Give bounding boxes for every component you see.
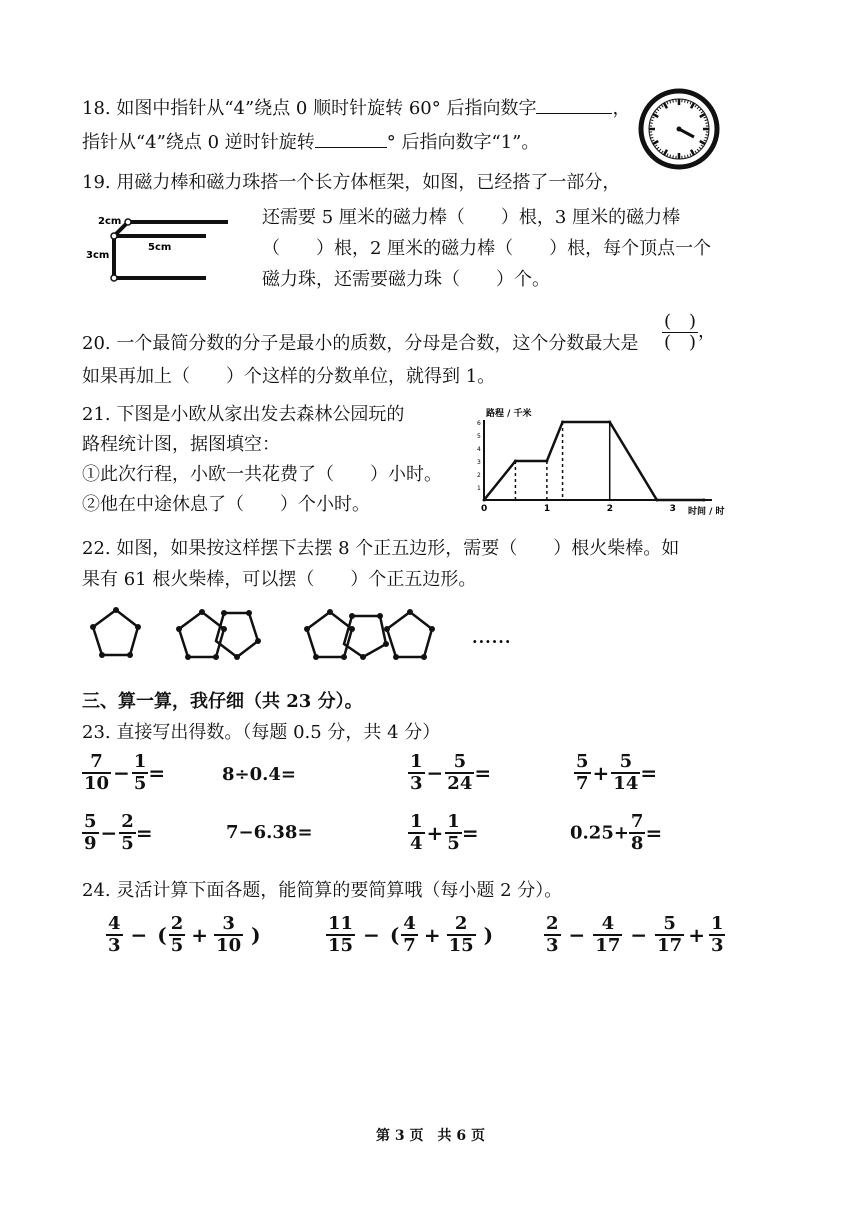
matchstick-joint (327, 609, 333, 615)
den: 10 (84, 773, 110, 794)
chart-x-tick-label: 0 (481, 504, 488, 514)
q21-line-4: ②他在中途休息了（ ）个小时。 (82, 494, 370, 515)
matchstick-joint (246, 610, 252, 616)
q23-problem-4[interactable] (574, 752, 657, 794)
q24-expression-2[interactable] (326, 914, 495, 956)
equals: = (148, 761, 166, 785)
num: 1 (710, 913, 724, 934)
den: 10 (216, 935, 242, 956)
operator: − (130, 923, 148, 947)
clock-tick (650, 123, 653, 124)
q23-title: 23. 直接写出得数。（每题 0.5 分，共 4 分） (82, 722, 441, 743)
equals: = (640, 761, 658, 785)
equals: = (461, 821, 479, 845)
chart-y-tick-label: 2 (477, 472, 481, 479)
chart-x-tick-label: 3 (669, 504, 676, 514)
num: 5 (663, 913, 676, 934)
magnet-frame-diagram (82, 210, 252, 290)
matchstick-joint (176, 626, 182, 632)
matchstick-joint (383, 641, 389, 647)
den: 17 (657, 935, 683, 956)
den: 17 (595, 935, 621, 956)
operator: + (426, 821, 444, 845)
matchstick-joint (377, 613, 383, 619)
clock-tick (685, 155, 686, 158)
q20-frac-den: ( ) (664, 332, 697, 353)
operator: − (100, 821, 118, 845)
den: 7 (403, 935, 416, 956)
paren-left: ( (389, 923, 400, 947)
num: 2 (546, 913, 559, 934)
matchstick-joint (185, 654, 191, 660)
matchstick-joint (234, 654, 240, 660)
num: 7 (630, 811, 644, 832)
den: 5 (133, 773, 147, 794)
matchstick-joint (127, 652, 133, 658)
q21-line-2: 路程统计图，据图填空： (82, 434, 280, 455)
num: 1 (133, 751, 147, 772)
chart-series-line (484, 422, 704, 500)
matchstick-joint (90, 624, 96, 630)
clock-tick (705, 123, 708, 124)
q21-line-1: 21. 下图是小欧从家出发去森林公园玩的 (82, 404, 405, 425)
operator: − (568, 923, 586, 947)
matchstick-joint (384, 626, 390, 632)
q18-line1-text: 18. 如图中指针从“4”绕点 0 顺时针旋转 60° 后指向数字 (82, 98, 537, 119)
continuation-dots: ······ (472, 632, 512, 651)
clock-tick (673, 155, 674, 158)
q22-line2: 果有 61 根火柴棒，可以摆（ ）个正五边形。 (82, 569, 477, 590)
num: 1 (447, 811, 460, 832)
num: 3 (222, 913, 235, 934)
chart-point (608, 421, 611, 424)
chart-point (703, 499, 706, 502)
chart-y-tick-label: 5 (477, 433, 481, 440)
pentagon-3a (307, 612, 352, 657)
label-3cm: 3cm (86, 250, 110, 261)
num: 4 (403, 913, 416, 934)
den: 3 (710, 935, 724, 956)
den: 9 (84, 833, 97, 854)
paren-right: ) (251, 923, 261, 947)
num: 7 (90, 751, 103, 772)
matchstick-joint (221, 610, 227, 616)
chart-y-tick-label: 6 (477, 420, 481, 427)
matchstick-joint (360, 654, 366, 660)
q18-line2-end: ° 后指向数字“1”。 (386, 132, 540, 153)
matchstick-joint (135, 624, 141, 630)
label-2cm: 2cm (98, 216, 122, 227)
chart-y-tick-label: 1 (477, 485, 481, 492)
den: 5 (170, 935, 184, 956)
clock-tick (673, 100, 674, 103)
operator: − (113, 761, 130, 785)
den: 7 (576, 773, 589, 794)
equals: = (474, 761, 492, 785)
section-3-title: 三、算一算，我仔细（共 23 分）。 (82, 691, 363, 712)
q24-title: 24. 灵活计算下面各题，能简算的要简算哦（每小题 2 分）。 (82, 880, 563, 901)
matchstick-joint (421, 654, 427, 660)
q19-line-2: （ ）根，2 厘米的磁力棒（ ）根，每个顶点一个 (262, 238, 712, 259)
chart-xlabel: 时间 / 时 (688, 507, 725, 516)
q23-problem-2[interactable] (222, 764, 296, 785)
matchstick-joint (221, 626, 227, 632)
paren-left: ( (157, 923, 167, 947)
q22-line1: 22. 如图，如果按这样摆下去摆 8 个正五边形，需要（ ）根火柴棒。如 (82, 538, 680, 559)
num: 5 (453, 751, 467, 772)
q24-expression-1[interactable] (106, 914, 263, 956)
q18-line2 (82, 128, 539, 154)
num: 2 (454, 913, 468, 934)
equals: = (645, 821, 663, 845)
matchstick-joint (349, 613, 355, 619)
q24-expression-3[interactable] (544, 914, 725, 956)
matchstick-joint (113, 607, 119, 613)
operator: − (630, 923, 648, 947)
q20-frac-end: ， (698, 321, 717, 342)
chart-point (561, 421, 564, 424)
operator: + (423, 923, 441, 947)
q18-blank-1[interactable] (536, 95, 612, 114)
num: 4 (108, 913, 121, 934)
q23-problem-8[interactable] (570, 812, 662, 854)
chart-y-tick-label: 3 (477, 459, 481, 466)
num: 2 (170, 913, 184, 934)
q23-problem-3[interactable] (408, 752, 491, 794)
den: 3 (108, 935, 121, 956)
q20-line1: 20. 一个最简分数的分子是最小的质数，分母是合数，这个分数最大是 (82, 333, 639, 354)
den: 15 (328, 935, 354, 956)
q18-line1 (82, 94, 630, 120)
pentagon-1 (93, 610, 138, 655)
num: 5 (84, 811, 97, 832)
page-footer: 第 3 页 共 6 页 (376, 1128, 485, 1144)
operator: − (363, 923, 380, 947)
q20-frac-num: ( ) (664, 311, 697, 332)
matchstick-joint (407, 609, 413, 615)
q21-line-3: ①此次行程，小欧一共花费了（ ）小时。 (82, 464, 442, 485)
q19-line-3: 磁力珠，还需要磁力珠（ ）个。 (262, 269, 550, 290)
den: 15 (448, 935, 474, 956)
den: 24 (447, 773, 473, 794)
matchstick-joint (304, 626, 310, 632)
num: 1 (410, 751, 423, 772)
clock-icon (638, 88, 720, 170)
num: 2 (121, 811, 134, 832)
matchstick-joint (213, 654, 219, 660)
den: 5 (121, 833, 134, 854)
q23-problem-6[interactable] (226, 822, 313, 843)
equals: = (135, 821, 153, 845)
num: 11 (328, 913, 354, 934)
clock-tick (650, 135, 653, 136)
pentagon-pattern (84, 600, 484, 670)
q19-intro: 19. 用磁力棒和磁力珠搭一个长方体框架，如图，已经搭了一部分， (82, 172, 621, 193)
den: 8 (630, 833, 644, 854)
pentagon-3c (387, 612, 432, 657)
chart-point (655, 499, 658, 502)
matchstick-joint (255, 638, 261, 644)
matchstick-joint (199, 609, 205, 615)
expression: 8÷0.4= (222, 764, 297, 785)
q18-line2-text: 指针从“4”绕点 0 逆时针旋转 (82, 132, 315, 153)
q23-problem-5[interactable] (82, 812, 153, 854)
q18-blank-2[interactable] (315, 129, 387, 148)
matchstick-joint (99, 652, 105, 658)
operator: + (191, 923, 209, 947)
label-5cm: 5cm (148, 242, 172, 253)
chart-point (483, 499, 486, 502)
route-chart (476, 404, 730, 516)
den: 3 (546, 935, 559, 956)
q20-line2: 如果再加上（ ）个这样的分数单位，就得到 1。 (82, 366, 496, 387)
num: 1 (410, 811, 423, 832)
operator: + (592, 761, 610, 785)
clock-tick (685, 100, 686, 103)
q23-problem-1[interactable] (82, 752, 165, 794)
paren-right: ) (483, 923, 494, 947)
chart-x-tick-label: 2 (606, 504, 613, 514)
q18-line1-end: ， (612, 98, 631, 119)
expression-prefix: 0.25+ (570, 822, 629, 844)
num: 5 (619, 751, 633, 772)
matchstick-joint (313, 654, 319, 660)
q20-answer-fraction[interactable] (662, 312, 716, 353)
chart-ylabel: 路程 / 千米 (486, 409, 532, 419)
den: 3 (410, 773, 423, 794)
expression: 7−6.38= (226, 822, 313, 843)
operator: − (426, 761, 444, 785)
matchstick-joint (429, 626, 435, 632)
clock-tick (705, 135, 708, 136)
matchstick-joint (393, 654, 399, 660)
num: 4 (601, 913, 615, 934)
operator: + (688, 923, 705, 947)
chart-x-tick-label: 1 (543, 504, 551, 514)
den: 14 (613, 773, 639, 794)
q23-problem-7[interactable] (408, 812, 479, 854)
num: 5 (576, 751, 589, 772)
matchstick-joint (341, 654, 347, 660)
matchstick-joint (349, 626, 355, 632)
den: 5 (447, 833, 460, 854)
chart-point (514, 460, 517, 463)
chart-point (545, 460, 548, 463)
q19-line-1: 还需要 5 厘米的磁力棒（ ）根，3 厘米的磁力棒 (262, 207, 681, 228)
chart-y-tick-label: 4 (477, 446, 481, 453)
den: 4 (410, 833, 423, 854)
